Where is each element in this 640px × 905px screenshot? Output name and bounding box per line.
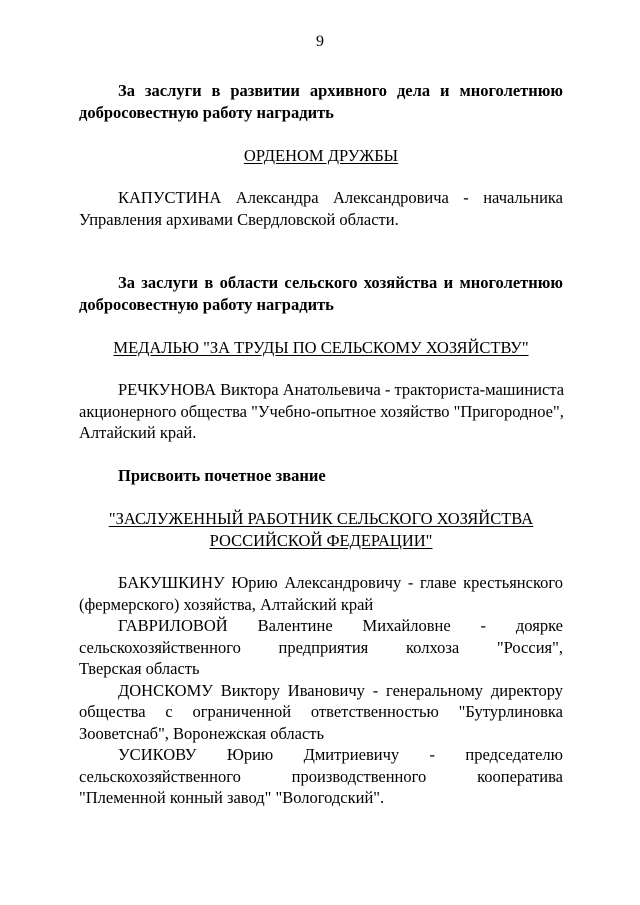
recipient-donskoy xyxy=(79,680,563,745)
decree-intro-1-line-1: За заслуги в развитии архивного дела и многолетнюю xyxy=(118,81,563,100)
recipient-usikov-line-3: "Племенной конный завод" "Вологодский". xyxy=(79,788,385,807)
award-title-3-line-2: РОССИЙСКОЙ ФЕДЕРАЦИИ" xyxy=(209,530,433,550)
decree-intro-1-line-2: добросовестную работу наградить xyxy=(79,102,334,122)
recipient-usikov xyxy=(79,744,563,809)
decree-intro-3 xyxy=(79,465,563,487)
page-number: 9 xyxy=(316,33,324,50)
decree-intro-2-line-2: добросовестную работу наградить xyxy=(79,294,334,314)
award-title-1 xyxy=(79,145,563,167)
recipient-rechkunov-line-3: Алтайский край. xyxy=(79,423,197,442)
recipient-bakushkin-line-1: БАКУШКИНУ Юрию Александровичу - главе крестьянского xyxy=(118,573,563,592)
award-title-3 xyxy=(79,508,563,551)
recipient-bakushkin xyxy=(79,572,563,615)
recipient-gavrilova-line-1: ГАВРИЛОВОЙ Валентине Михайловне - доярке xyxy=(118,616,563,635)
recipient-rechkunov-line-1: РЕЧКУНОВА Виктора Анатольевича - тракториста-машиниста xyxy=(118,380,565,399)
recipient-kapustin xyxy=(79,187,563,230)
decree-intro-3-line-1: Присвоить почетное звание xyxy=(118,466,326,485)
award-title-2 xyxy=(79,337,563,359)
award-title-1-line-1: ОРДЕНОМ ДРУЖБЫ xyxy=(243,146,399,165)
award-title-3-line-1: "ЗАСЛУЖЕННЫЙ РАБОТНИК СЕЛЬСКОГО ХОЗЯЙСТВА xyxy=(108,509,534,528)
recipient-gavrilova-line-3: Тверская область xyxy=(79,659,200,678)
recipient-gavrilova-line-2: сельскохозяйственного предприятия колхоза "Россия", xyxy=(79,637,563,657)
award-title-2-line-1: МЕДАЛЬЮ "ЗА ТРУДЫ ПО СЕЛЬСКОМУ ХОЗЯЙСТВУ" xyxy=(113,338,529,357)
recipient-rechkunov xyxy=(79,379,563,444)
recipient-list xyxy=(79,572,563,809)
recipient-rechkunov-line-2: акционерного общества "Учебно-опытное хозяйство "Пригородное", xyxy=(79,401,564,421)
decree-intro-2 xyxy=(79,272,563,315)
recipient-donskoy-line-1: ДОНСКОМУ Виктору Ивановичу - генеральному директору xyxy=(118,680,563,700)
recipient-kapustin-line-1: КАПУСТИНА Александра Александровича - начальника xyxy=(118,188,563,207)
recipient-donskoy-line-2: общества с ограниченной ответственностью "Бутурлиновка xyxy=(79,702,563,721)
recipient-donskoy-line-3: Зооветснаб", Воронежская область xyxy=(79,723,325,743)
recipient-usikov-line-1: УСИКОВУ Юрию Дмитриевичу - председателю xyxy=(118,745,563,764)
recipient-kapustin-line-2: Управления архивами Свердловской области. xyxy=(79,209,399,229)
decree-intro-2-line-1: За заслуги в области сельского хозяйства и многолетнюю xyxy=(118,273,563,292)
recipient-gavrilova xyxy=(79,615,563,680)
recipient-bakushkin-line-2: (фермерского) хозяйства, Алтайский край xyxy=(79,594,374,614)
recipient-usikov-line-2: сельскохозяйственного производственного кооператива xyxy=(79,766,563,786)
decree-intro-1 xyxy=(79,80,563,123)
